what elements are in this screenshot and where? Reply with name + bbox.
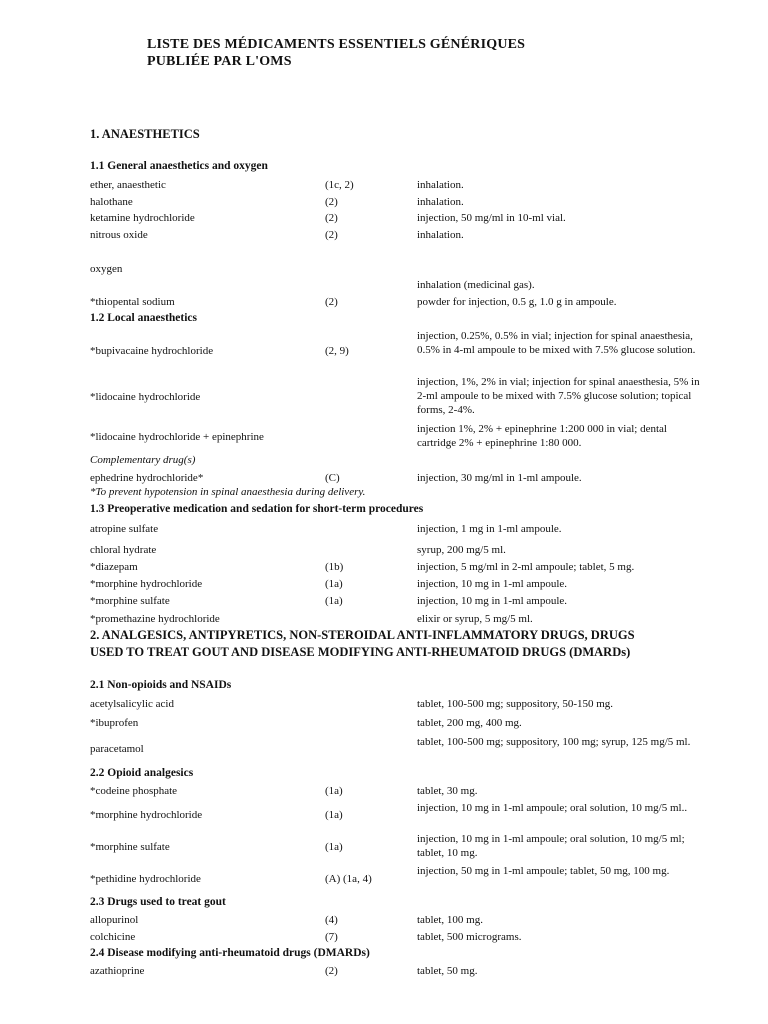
drug-form: tablet, 30 mg. bbox=[417, 785, 478, 797]
drug-form: syrup, 200 mg/5 ml. bbox=[417, 544, 506, 556]
drug-form: injection, 10 mg in 1-ml ampoule. bbox=[417, 595, 568, 607]
drug-form: injection 1%, 2% + epinephrine 1:200 000 in vial; dental cartridge 2% + epinephrine 1:80 000. bbox=[417, 423, 667, 449]
drug-category: (1a) bbox=[325, 785, 343, 797]
drug-form: tablet, 100-500 mg; suppository, 50-150 mg. bbox=[417, 698, 614, 710]
drug-name: *ibuprofen bbox=[90, 717, 139, 729]
drug-category: (4) bbox=[325, 914, 338, 926]
drug-name: *morphine hydrochloride bbox=[90, 809, 203, 821]
drug-form: tablet, 200 mg, 400 mg. bbox=[417, 717, 522, 729]
section-heading-analgesics-line-1: 2. ANALGESICS, ANTIPYRETICS, NON-STEROIDAL ANTI-INFLAMMATORY DRUGS, DRUGS bbox=[90, 628, 635, 642]
drug-form: injection, 10 mg in 1-ml ampoule; oral solution, 10 mg/5 ml.. bbox=[417, 802, 688, 814]
drug-category: (2) bbox=[325, 296, 338, 308]
drug-form: injection, 10 mg in 1-ml ampoule. bbox=[417, 578, 568, 590]
subsection-heading-general-anaesthetics: 1.1 General anaesthetics and oxygen bbox=[90, 160, 268, 172]
drug-form: injection, 0.25%, 0.5% in vial; injection for spinal anaesthesia, 0.5% in 4-ml ampoule to be mixed with 7.5% glucose solution. bbox=[417, 330, 696, 356]
drug-category: (1a) bbox=[325, 841, 343, 853]
drug-name: ketamine hydrochloride bbox=[90, 212, 195, 224]
drug-form: injection, 1 mg in 1-ml ampoule. bbox=[417, 523, 562, 535]
subsection-heading-opioid-analgesics: 2.2 Opioid analgesics bbox=[90, 767, 194, 779]
drug-category: (2) bbox=[325, 196, 338, 208]
drug-form: tablet, 500 micrograms. bbox=[417, 931, 522, 943]
drug-name: chloral hydrate bbox=[90, 544, 157, 556]
drug-category: (1a) bbox=[325, 809, 343, 821]
drug-form: injection, 50 mg in 1-ml ampoule; tablet, 50 mg, 100 mg. bbox=[417, 865, 670, 877]
drug-category: (2) bbox=[325, 229, 338, 241]
section-heading-anaesthetics: 1. ANAESTHETICS bbox=[90, 127, 200, 141]
drug-form: tablet, 50 mg. bbox=[417, 965, 478, 977]
drug-category: (2, 9) bbox=[325, 345, 349, 357]
drug-name: *morphine sulfate bbox=[90, 595, 170, 607]
drug-form: injection, 1%, 2% in vial; injection for spinal anaesthesia, 5% in 2-ml ampoule to be mixed with 7.5% glucose solution; topical forms, 2-4%. bbox=[417, 376, 700, 416]
drug-category: (2) bbox=[325, 212, 338, 224]
drug-form: injection, 50 mg/ml in 10-ml vial. bbox=[417, 212, 566, 224]
drug-category: (2) bbox=[325, 965, 338, 977]
drug-form: injection, 10 mg in 1-ml ampoule; oral solution, 10 mg/5 ml; tablet, 10 mg. bbox=[417, 833, 685, 859]
drug-form: inhalation. bbox=[417, 196, 464, 208]
drug-name: nitrous oxide bbox=[90, 229, 148, 241]
document-title-line-1: LISTE DES MÉDICAMENTS ESSENTIELS GÉNÉRIQUES bbox=[147, 37, 526, 52]
subsection-heading-local-anaesthetics: 1.2 Local anaesthetics bbox=[90, 312, 198, 324]
drug-form: powder for injection, 0.5 g, 1.0 g in ampoule. bbox=[417, 296, 617, 308]
drug-category: (1a) bbox=[325, 578, 343, 590]
drug-name: halothane bbox=[90, 196, 133, 208]
drug-form: injection, 5 mg/ml in 2-ml ampoule; tablet, 5 mg. bbox=[417, 561, 635, 573]
drug-name: paracetamol bbox=[90, 743, 144, 755]
subsection-heading-gout: 2.3 Drugs used to treat gout bbox=[90, 896, 226, 908]
drug-name: *diazepam bbox=[90, 561, 138, 573]
drug-name: *morphine hydrochloride bbox=[90, 578, 203, 590]
drug-form: tablet, 100-500 mg; suppository, 100 mg; syrup, 125 mg/5 ml. bbox=[417, 736, 691, 748]
drug-form: inhalation (medicinal gas). bbox=[417, 279, 535, 291]
drug-name: *codeine phosphate bbox=[90, 785, 178, 797]
drug-category: (1b) bbox=[325, 561, 344, 573]
drug-name: *lidocaine hydrochloride + epinephrine bbox=[90, 431, 264, 443]
drug-name: allopurinol bbox=[90, 914, 139, 926]
drug-name: atropine sulfate bbox=[90, 523, 159, 535]
subsection-heading-non-opioids: 2.1 Non-opioids and NSAIDs bbox=[90, 679, 232, 691]
drug-name: colchicine bbox=[90, 931, 136, 943]
drug-name: oxygen bbox=[90, 263, 123, 275]
drug-name: ether, anaesthetic bbox=[90, 179, 166, 191]
drug-form: inhalation. bbox=[417, 229, 464, 241]
drug-name: *morphine sulfate bbox=[90, 841, 170, 853]
drug-category: (C) bbox=[325, 472, 340, 484]
drug-name: *lidocaine hydrochloride bbox=[90, 391, 201, 403]
document-title-line-2: PUBLIÉE PAR L'OMS bbox=[147, 54, 292, 69]
section-heading-analgesics-line-2: USED TO TREAT GOUT AND DISEASE MODIFYING ANTI-RHEUMATOID DRUGS (DMARDs) bbox=[90, 645, 631, 659]
subsection-heading-preoperative-medication: 1.3 Preoperative medication and sedation for short-term procedures bbox=[90, 503, 424, 515]
drug-name: acetylsalicylic acid bbox=[90, 698, 174, 710]
drug-name: *bupivacaine hydrochloride bbox=[90, 345, 214, 357]
drug-name: *pethidine hydrochloride bbox=[90, 873, 201, 885]
subsection-heading-dmards: 2.4 Disease modifying anti-rheumatoid drugs (DMARDs) bbox=[90, 947, 370, 959]
drug-name: azathioprine bbox=[90, 965, 145, 977]
drug-category: (A) (1a, 4) bbox=[325, 873, 372, 885]
drug-form: tablet, 100 mg. bbox=[417, 914, 483, 926]
footnote: *To prevent hypotension in spinal anaesthesia during delivery. bbox=[90, 486, 366, 498]
drug-name: *thiopental sodium bbox=[90, 296, 175, 308]
drug-form: elixir or syrup, 5 mg/5 ml. bbox=[417, 613, 533, 625]
drug-form: inhalation. bbox=[417, 179, 464, 191]
drug-category: (1a) bbox=[325, 595, 343, 607]
drug-name: ephedrine hydrochloride* bbox=[90, 472, 204, 484]
drug-category: (7) bbox=[325, 931, 338, 943]
drug-category: (1c, 2) bbox=[325, 179, 354, 191]
drug-form: injection, 30 mg/ml in 1-ml ampoule. bbox=[417, 472, 582, 484]
complementary-drugs-label: Complementary drug(s) bbox=[90, 454, 196, 466]
drug-name: *promethazine hydrochloride bbox=[90, 613, 220, 625]
